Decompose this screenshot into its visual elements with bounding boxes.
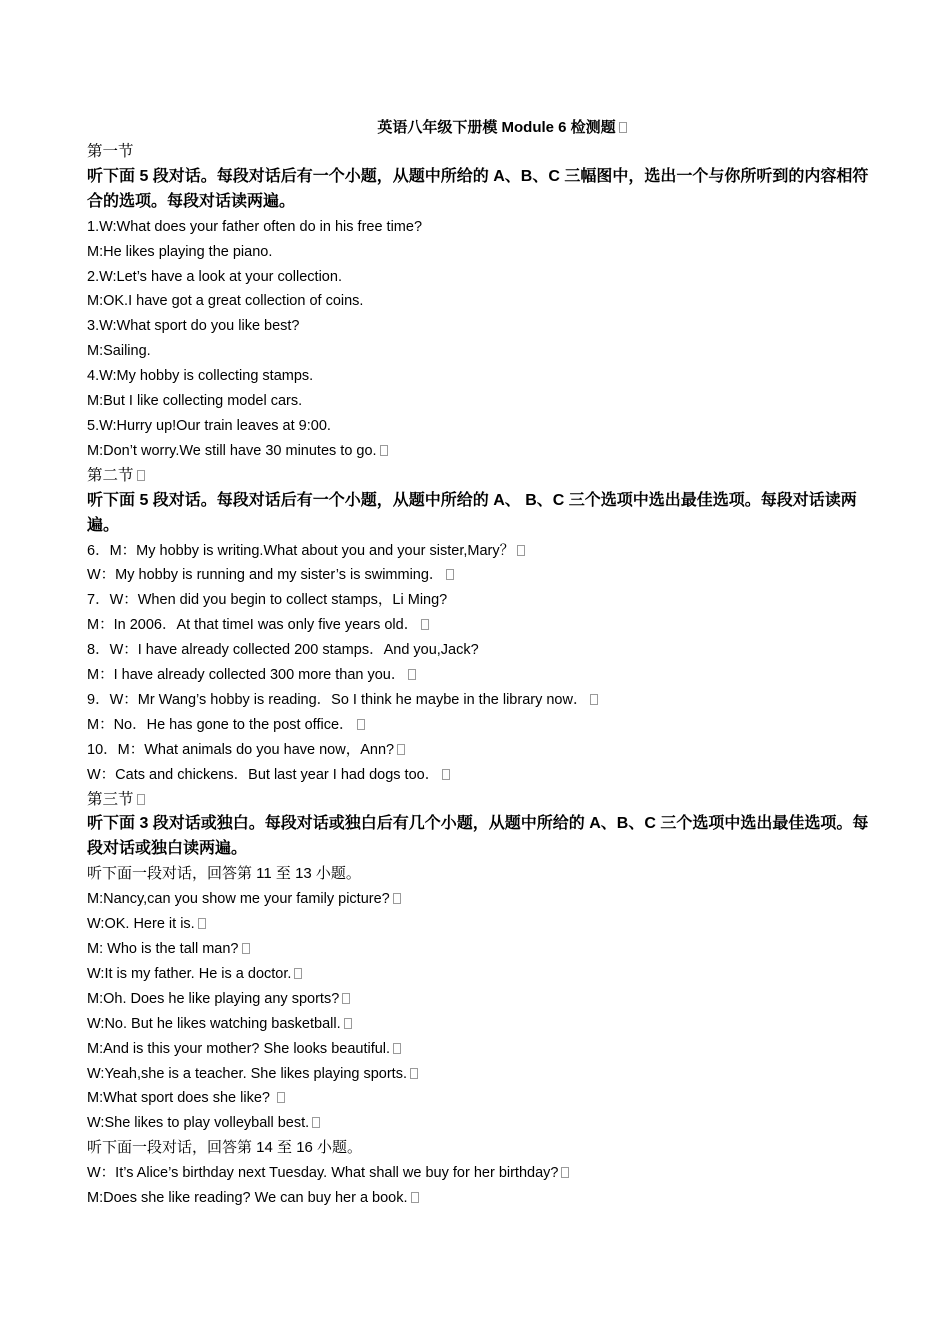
text-line-text: M:But I like collecting model cars. (87, 393, 303, 410)
text-line-text: M：I have already collected 300 more than you． (87, 667, 406, 684)
text-line-text: 8．W：I have already collected 200 stamps．And you,Jack? (87, 642, 479, 659)
text-line-text: M:Does she like reading? We can buy her a book. (87, 1190, 408, 1207)
text-line (87, 1062, 877, 1087)
text-line (87, 912, 877, 937)
text-line-text: 10．M：What animals do you have now，Ann? (87, 741, 395, 758)
text-line (87, 1186, 877, 1211)
paragraph-mark-icon (393, 1043, 401, 1054)
text-line (87, 563, 877, 588)
text-line-text: 2.W:Let’s have a look at your collection. (87, 268, 342, 285)
sub-instruction (87, 1136, 877, 1161)
text-line (87, 364, 877, 389)
document-title-text: 英语八年级下册模 Module 6 检测题 (377, 119, 616, 136)
paragraph-mark-icon (561, 1167, 569, 1178)
paragraph-mark-icon (312, 1117, 320, 1128)
text-line-text: M: Who is the tall man? (87, 941, 239, 957)
sub-instruction-text: 听下面一段对话，回答第 14 至 16 小题。 (87, 1139, 363, 1157)
paragraph-mark-icon (446, 569, 454, 580)
paragraph-mark-icon (380, 445, 388, 456)
paragraph-mark-icon (357, 719, 365, 730)
text-line (87, 688, 877, 713)
text-line-text: 5.W:Hurry up!Our train leaves at 9:00. (87, 417, 331, 434)
text-line (87, 389, 877, 414)
text-line (87, 265, 877, 290)
text-line-text: 6．M：My hobby is writing.What about you and your sister,Mary？ (87, 542, 515, 559)
text-line-text: 4.W:My hobby is collecting stamps. (87, 368, 314, 385)
text-line-text: M:What sport does she like? (87, 1090, 274, 1107)
text-line (87, 439, 877, 464)
paragraph-mark-icon (397, 744, 405, 755)
text-line (87, 1012, 877, 1037)
document-title (87, 116, 877, 140)
section-heading-text: 第一节 (87, 143, 134, 160)
text-line (87, 314, 877, 339)
sub-instruction-text: 听下面一段对话，回答第 11 至 13 小题。 (87, 865, 361, 883)
paragraph-mark-icon (442, 769, 450, 780)
text-line-text: W:OK. Here it is. (87, 916, 195, 933)
text-line-text: M:Oh. Does he like playing any sports? (87, 990, 340, 1007)
text-line (87, 1111, 877, 1136)
text-line-text: M:Nancy,can you show me your family picture? (87, 891, 390, 908)
text-line-text: M:Don’t worry.We still have 30 minutes to go. (87, 442, 377, 459)
text-line (87, 1161, 877, 1186)
text-line-text: M:And is this your mother? She looks beautiful. (87, 1040, 391, 1057)
paragraph-mark-icon (344, 1018, 352, 1029)
paragraph-mark-icon (137, 794, 145, 805)
section-instructions-text: 听下面 5 段对话。每段对话后有一个小题，从题中所给的 A、 B、C 三个选项中选出最佳选项。每段对话读两遍。 (87, 491, 857, 534)
section-heading-text: 第二节 (87, 466, 134, 484)
paragraph-mark-icon (277, 1092, 285, 1103)
paragraph-mark-icon (198, 918, 206, 929)
paragraph-mark-icon (619, 122, 627, 133)
section-instructions (87, 489, 877, 539)
paragraph-mark-icon (590, 694, 598, 705)
text-line (87, 638, 877, 663)
text-line (87, 987, 877, 1012)
document-page (87, 116, 877, 1211)
text-line-text: W:It is my father. He is a doctor. (87, 965, 292, 982)
section-instructions (87, 812, 877, 862)
text-line (87, 713, 877, 738)
text-line-text: W：It’s Alice’s birthday next Tuesday. What shall we buy for her birthday? (87, 1165, 559, 1182)
section-instructions (87, 165, 877, 215)
text-line-text: W:She likes to play volleyball best. (87, 1115, 310, 1132)
text-line-text: M:He likes playing the piano. (87, 243, 273, 260)
text-line (87, 738, 877, 763)
text-line (87, 1086, 877, 1111)
text-line-text: 7．W：When did you begin to collect stamps，Li Ming? (87, 592, 448, 609)
text-line-text: 3.W:What sport do you like best? (87, 318, 300, 335)
document-body (87, 140, 877, 1211)
text-line-text: M：No．He has gone to the post office． (87, 716, 354, 733)
paragraph-mark-icon (408, 669, 416, 680)
text-line-text: M：In 2006．At that timeI was only five years old． (87, 617, 419, 634)
paragraph-mark-icon (137, 470, 145, 481)
text-line (87, 339, 877, 364)
text-line-text: M:Sailing. (87, 343, 151, 360)
text-line (87, 539, 877, 564)
text-line-text: 9．W：Mr Wang’s hobby is reading．So I think he maybe in the library now． (87, 691, 588, 708)
section-heading (87, 464, 877, 489)
text-line (87, 763, 877, 788)
text-line-text: W:No. But he likes watching basketball. (87, 1015, 341, 1032)
paragraph-mark-icon (517, 545, 525, 556)
paragraph-mark-icon (410, 1068, 418, 1079)
paragraph-mark-icon (411, 1192, 419, 1203)
text-line-text: 1.W:What does your father often do in his free time? (87, 218, 423, 235)
text-line (87, 613, 877, 638)
paragraph-mark-icon (294, 968, 302, 979)
text-line-text: W:Yeah,she is a teacher. She likes playing sports. (87, 1065, 407, 1082)
text-line (87, 240, 877, 265)
section-instructions-text: 听下面 5 段对话。每段对话后有一个小题，从题中所给的 A、B、C 三幅图中，选出一个与你所听到的内容相符合的选项。每段对话读两遍。 (87, 167, 869, 210)
text-line (87, 887, 877, 912)
text-line (87, 1037, 877, 1062)
paragraph-mark-icon (393, 893, 401, 904)
text-line (87, 663, 877, 688)
paragraph-mark-icon (342, 993, 350, 1004)
section-heading-text: 第三节 (87, 790, 134, 808)
paragraph-mark-icon (421, 619, 429, 630)
text-line (87, 289, 877, 314)
text-line-text: M:OK.I have got a great collection of coins. (87, 293, 364, 310)
section-heading (87, 140, 877, 165)
paragraph-mark-icon (242, 943, 250, 954)
text-line (87, 215, 877, 240)
text-line-text: W：My hobby is running and my sister’s is swimming． (87, 567, 444, 584)
text-line (87, 937, 877, 962)
text-line (87, 588, 877, 613)
text-line (87, 962, 877, 987)
text-line-text: W：Cats and chickens．But last year I had dogs too． (87, 766, 440, 783)
section-instructions-text: 听下面 3 段对话或独白。每段对话或独白后有几个小题，从题中所给的 A、B、C 三个选项中选出最佳选项。每段对话或独白读两遍。 (87, 815, 869, 858)
section-heading (87, 788, 877, 813)
text-line (87, 414, 877, 439)
sub-instruction (87, 862, 877, 887)
